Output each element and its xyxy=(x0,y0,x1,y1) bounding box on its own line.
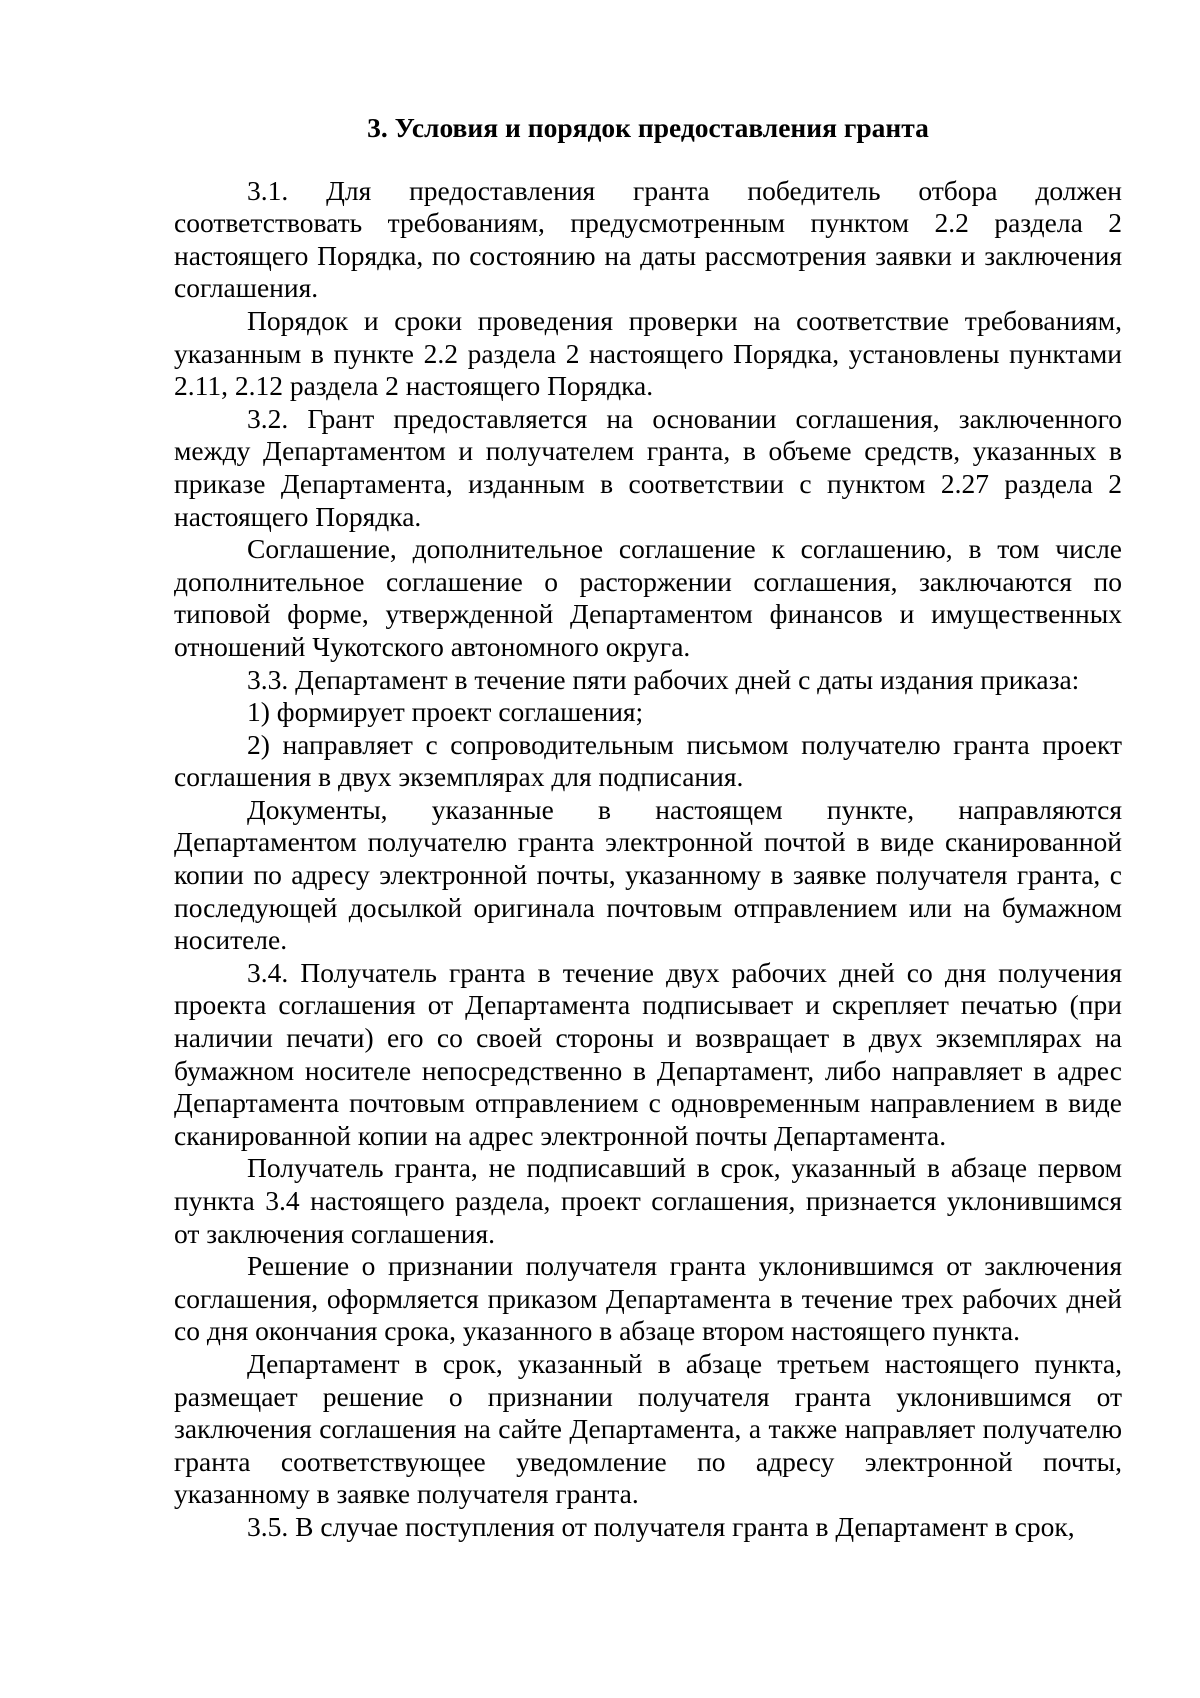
paragraph-3-4: 3.4. Получатель гранта в течение двух рабочих дней со дня получения проекта соглашения от Департамента подписывает и скрепляет печатью (при наличии печати) его со своей стороны и возвращает в двух экземплярах на бумажном носителе непосредственно в Департамент, либо направляет в адрес Департамента почтовым отправлением с одновременным направлением в виде сканированной копии на адрес электронной почты Департамента. xyxy=(174,956,1122,1151)
paragraph-3-1: 3.1. Для предоставления гранта победитель отбора должен соответствовать требованиям, предусмотренным пунктом 2.2 раздела 2 настоящего Порядка, по состоянию на даты рассмотрения заявки и заключения соглашения. xyxy=(174,174,1122,304)
list-item-1: 1) формирует проект соглашения; xyxy=(247,696,644,728)
document-body xyxy=(174,112,1122,1544)
paragraph-3-3: 3.3. Департамент в течение пяти рабочих дней с даты издания приказа: xyxy=(247,663,1080,695)
paragraph-agreement-form: Соглашение, дополнительное соглашение к соглашению, в том числе дополнительное соглашение о расторжении соглашения, заключаются по типовой форме, утвержденной Департаментом финансов и имущественных отношений Чукотского автономного округа. xyxy=(174,533,1122,662)
paragraph-documents-sending: Документы, указанные в настоящем пункте, направляются Департаментом получателю гранта электронной почтой в виде сканированной копии по адресу электронной почты, указанному в заявке получателя гранта, с последующей досылкой оригинала почтовым отправлением или на бумажном носителе. xyxy=(174,793,1122,956)
paragraph-evasion: Получатель гранта, не подписавший в срок, указанный в абзаце первом пункта 3.4 настоящего раздела, проект соглашения, признается уклонившимся от заключения соглашения. xyxy=(174,1152,1122,1249)
section-heading: 3. Условия и порядок предоставления гранта xyxy=(367,112,929,143)
list-item-2: 2) направляет с сопроводительным письмом получателю гранта проект соглашения в двух экземплярах для подписания. xyxy=(174,728,1122,793)
paragraph-decision-publication: Департамент в срок, указанный в абзаце третьем настоящего пункта, размещает решение о признании получателя гранта уклонившимся от заключения соглашения на сайте Департамента, а также направляет получателю гранта соответствующее уведомление по адресу электронной почты, указанному в заявке получателя гранта. xyxy=(174,1347,1122,1510)
paragraph-verification-procedure: Порядок и сроки проведения проверки на соответствие требованиям, указанным в пункте 2.2 раздела 2 настоящего Порядка, установлены пунктами 2.11, 2.12 раздела 2 настоящего Порядка. xyxy=(174,304,1122,402)
paragraph-3-5: 3.5. В случае поступления от получателя гранта в Департамент в срок, xyxy=(247,1510,1075,1542)
paragraph-3-2: 3.2. Грант предоставляется на основании соглашения, заключенного между Департаментом и получателем гранта, в объеме средств, указанных в приказе Департамента, изданным в соответствии с пунктом 2.27 раздела 2 настоящего Порядка. xyxy=(174,402,1122,532)
paragraph-evasion-decision: Решение о признании получателя гранта уклонившимся от заключения соглашения, оформляется приказом Департамента в течение трех рабочих дней со дня окончания срока, указанного в абзаце втором настоящего пункта. xyxy=(174,1250,1122,1347)
